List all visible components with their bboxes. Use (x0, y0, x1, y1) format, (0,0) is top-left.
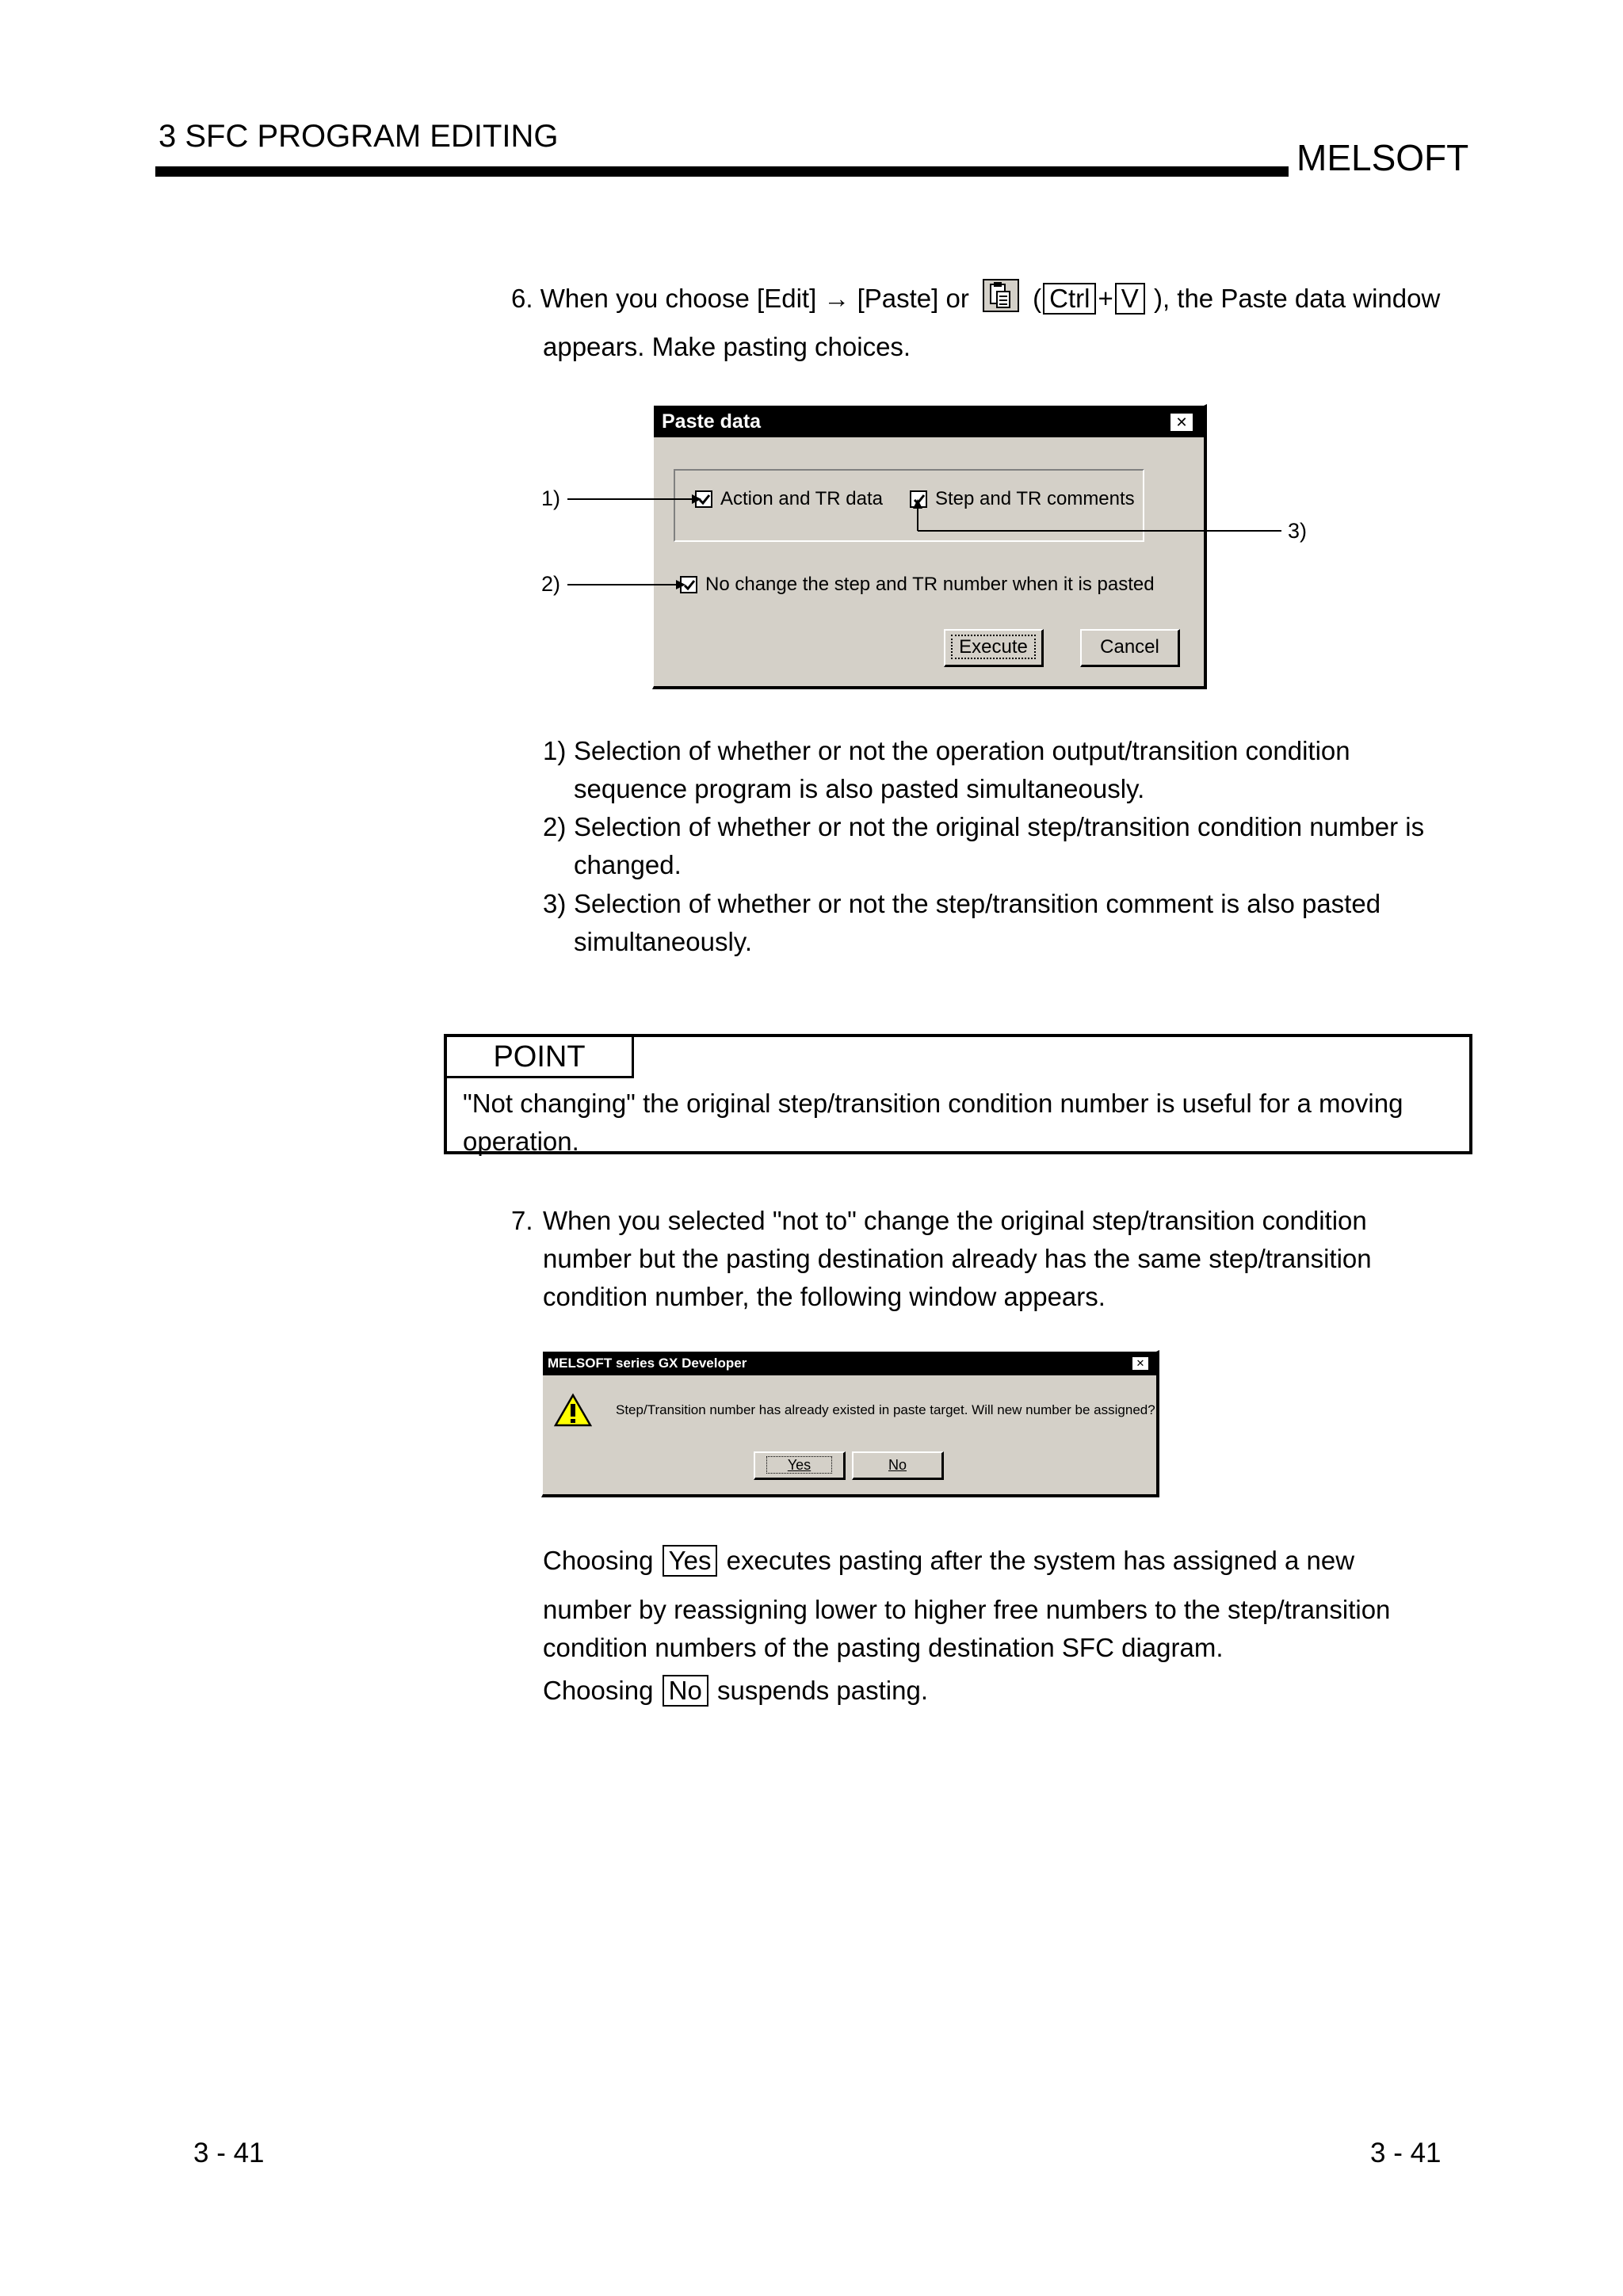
yes-button[interactable] (754, 1451, 846, 1480)
callout-lines (0, 0, 1623, 713)
checkbox-action-tr-label: Action and TR data (720, 488, 884, 509)
after-line4 (543, 1672, 928, 1710)
point-text-line1: "Not changing" the original step/transition condition number is useful for a moving (463, 1089, 1403, 1118)
callout-3: 3) (1288, 519, 1308, 543)
close-icon[interactable]: ✕ (1131, 1356, 1150, 1371)
note-2-line1: Selection of whether or not the original step/transition condition number is (574, 812, 1425, 841)
checkbox-no-change-label: No change the step and TR number when it is pasted (705, 574, 1155, 595)
page-number-right: 3 - 41 (1370, 2138, 1442, 2168)
page-number-left: 3 - 41 (193, 2138, 265, 2168)
msg-dialog-title: MELSOFT series GX Developer (543, 1352, 1156, 1375)
point-box (444, 1034, 1472, 1154)
note-3-line1: Selection of whether or not the step/transition comment is also pasted (574, 889, 1381, 918)
brand-logo-text: MELSOFT (1296, 137, 1469, 178)
after-line4-rest: suspends pasting. (716, 1676, 928, 1705)
note-3-number: 3) (543, 889, 567, 918)
gx-developer-message-dialog (541, 1350, 1159, 1497)
step7-line3: condition number, the following window appears. (543, 1282, 1106, 1311)
paste-dialog-title: Paste data (654, 406, 1204, 437)
step7-number: 7. (511, 1206, 533, 1235)
no-button[interactable]: No (852, 1451, 944, 1480)
after-line1 (543, 1542, 1354, 1580)
step7-line1: When you selected "not to" change the original step/transition condition (543, 1206, 1367, 1235)
step6-line2: appears. Make pasting choices. (543, 332, 911, 361)
msg-dialog-message: Step/Transition number has already existed in paste target. Will new number be assigned? (616, 1402, 1155, 1417)
after-line1-rest: executes pasting after the system has assigned a new (726, 1546, 1355, 1575)
callout-1: 1) (541, 486, 561, 510)
checkbox-step-tr-label: Step and TR comments (935, 488, 1135, 509)
cancel-button[interactable]: Cancel (1080, 629, 1180, 667)
note-3-line2: simultaneously. (574, 927, 752, 956)
after-line3: condition numbers of the pasting destination SFC diagram. (543, 1633, 1224, 1662)
note-2-number: 2) (543, 812, 567, 841)
close-icon[interactable]: ✕ (1169, 412, 1194, 433)
menu-arrow: → (823, 284, 850, 314)
ctrl-key: Ctrl (1043, 283, 1096, 315)
step6-text-b: [Paste] or (857, 284, 969, 314)
note-2-line2: changed. (574, 850, 682, 879)
step6-number: 6. (511, 284, 533, 314)
warning-icon (554, 1393, 592, 1432)
chapter-title: 3 SFC PROGRAM EDITING (158, 119, 559, 154)
step7-line2: number but the pasting destination already has the same step/transition (543, 1244, 1372, 1273)
point-text-line2: operation. (463, 1127, 579, 1156)
paren-open: ( (1033, 284, 1042, 314)
v-key: V (1115, 283, 1145, 315)
after-line2: number by reassigning lower to higher free numbers to the step/transition (543, 1595, 1391, 1624)
yes-key: Yes (663, 1545, 718, 1577)
step6-text-a: When you choose [Edit] (540, 284, 817, 314)
choosing-yes-text: Choosing (543, 1546, 654, 1575)
plus-sign: + (1098, 284, 1113, 314)
choosing-no-text: Choosing (543, 1676, 654, 1705)
note-1-line1: Selection of whether or not the operation output/transition condition (574, 736, 1350, 765)
step6-text-c: ), the Paste data window (1153, 284, 1441, 314)
execute-button-label: Execute (951, 635, 1036, 659)
yes-button-label: Yes (766, 1456, 832, 1474)
point-label: POINT (447, 1037, 634, 1078)
callout-2: 2) (541, 572, 561, 596)
note-1-number: 1) (543, 736, 567, 765)
no-key: No (663, 1675, 708, 1707)
note-1-line2: sequence program is also pasted simultaneously. (574, 774, 1145, 803)
